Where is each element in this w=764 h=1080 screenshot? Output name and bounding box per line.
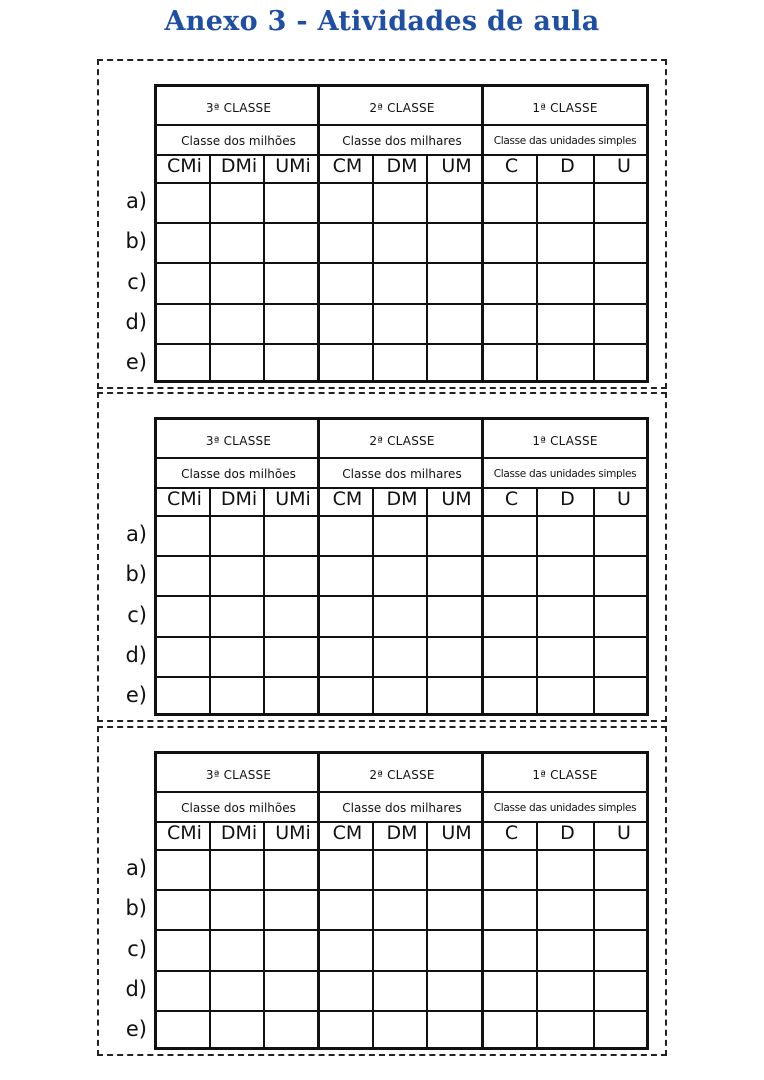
grid-line-vertical	[481, 754, 484, 1047]
class-subgroup-label: Classe dos milhares	[342, 801, 462, 815]
grid-line-horizontal	[157, 595, 646, 597]
place-value-table	[154, 417, 649, 716]
place-value-column-header: DM	[386, 822, 418, 844]
place-value-column-header: CM	[332, 488, 363, 510]
row-label: d)	[125, 310, 147, 334]
grid-line-horizontal	[157, 555, 646, 557]
place-value-column-header: UM	[441, 822, 472, 844]
place-value-column-header: DMi	[220, 488, 258, 510]
place-value-column-header: UMi	[275, 155, 311, 177]
grid-line-vertical	[593, 487, 595, 713]
place-value-column-header: DM	[386, 488, 418, 510]
row-label: d)	[125, 977, 147, 1001]
grid-line-vertical	[426, 487, 428, 713]
grid-line-vertical	[536, 154, 538, 380]
worksheet-section	[97, 59, 667, 389]
grid-line-horizontal	[157, 154, 646, 156]
place-value-column-header: UMi	[275, 488, 311, 510]
class-group-label: 2ª CLASSE	[369, 768, 435, 782]
row-label: c)	[127, 602, 147, 627]
class-subgroup-label: Classe dos milhões	[181, 801, 296, 815]
grid-line-horizontal	[157, 124, 646, 126]
place-value-column-header: U	[617, 822, 631, 844]
grid-line-vertical	[426, 154, 428, 380]
grid-line-vertical	[593, 154, 595, 380]
grid-line-horizontal	[157, 1010, 646, 1012]
row-label: c)	[127, 269, 147, 294]
row-label: a)	[125, 856, 147, 880]
grid-line-horizontal	[157, 222, 646, 224]
grid-line-horizontal	[157, 343, 646, 345]
grid-line-vertical	[426, 821, 428, 1047]
page-title: Anexo 3 - Atividades de aula	[164, 6, 600, 37]
class-subgroup-label: Classe dos milhares	[342, 134, 462, 148]
place-value-column-header: CMi	[167, 155, 202, 177]
grid-line-vertical	[593, 821, 595, 1047]
place-value-column-header: U	[617, 155, 631, 177]
class-group-label: 2ª CLASSE	[369, 434, 435, 448]
row-label: c)	[127, 936, 147, 961]
row-label: e)	[125, 350, 147, 374]
place-value-table	[154, 84, 649, 383]
grid-line-horizontal	[157, 487, 646, 489]
place-value-column-header: U	[617, 488, 631, 510]
class-group-label: 1ª CLASSE	[532, 768, 598, 782]
class-group-label: 1ª CLASSE	[532, 434, 598, 448]
grid-line-horizontal	[157, 821, 646, 823]
grid-line-vertical	[372, 821, 374, 1047]
grid-line-vertical	[209, 821, 211, 1047]
grid-line-vertical	[481, 420, 484, 713]
grid-line-vertical	[536, 487, 538, 713]
row-label: a)	[125, 189, 147, 213]
grid-line-horizontal	[157, 515, 646, 517]
grid-line-horizontal	[157, 849, 646, 851]
worksheet-section	[97, 392, 667, 722]
class-subgroup-label: Classe dos milhões	[181, 467, 296, 481]
place-value-column-header: CM	[332, 155, 363, 177]
class-group-label: 3ª CLASSE	[205, 768, 272, 782]
grid-line-horizontal	[157, 182, 646, 184]
place-value-column-header: DM	[386, 155, 418, 177]
place-value-column-header: CMi	[167, 822, 202, 844]
place-value-column-header: DMi	[220, 822, 258, 844]
grid-line-vertical	[263, 154, 265, 380]
grid-line-vertical	[481, 87, 484, 380]
row-label: b)	[125, 229, 147, 253]
grid-line-vertical	[317, 420, 320, 713]
row-label: b)	[125, 896, 147, 920]
place-value-column-header: D	[560, 155, 575, 177]
grid-line-vertical	[263, 821, 265, 1047]
class-subgroup-label: Classe dos milhares	[342, 467, 462, 481]
place-value-column-header: UMi	[275, 822, 311, 844]
grid-line-horizontal	[157, 676, 646, 678]
grid-line-vertical	[263, 487, 265, 713]
grid-line-horizontal	[157, 457, 646, 459]
class-subgroup-label: Classe das unidades simples	[493, 135, 637, 147]
row-label: a)	[125, 522, 147, 546]
row-label: e)	[125, 1017, 147, 1041]
grid-line-horizontal	[157, 929, 646, 931]
class-subgroup-label: Classe das unidades simples	[493, 468, 637, 480]
grid-line-horizontal	[157, 303, 646, 305]
grid-line-vertical	[317, 754, 320, 1047]
class-subgroup-label: Classe das unidades simples	[493, 802, 637, 814]
grid-line-vertical	[209, 487, 211, 713]
place-value-column-header: C	[504, 822, 519, 844]
place-value-column-header: CM	[332, 822, 363, 844]
class-group-label: 3ª CLASSE	[205, 101, 272, 115]
row-label: d)	[125, 643, 147, 667]
grid-line-vertical	[209, 154, 211, 380]
place-value-column-header: UM	[441, 488, 472, 510]
grid-line-horizontal	[157, 889, 646, 891]
row-label: b)	[125, 562, 147, 586]
grid-line-vertical	[536, 821, 538, 1047]
class-subgroup-label: Classe dos milhões	[181, 134, 296, 148]
grid-line-vertical	[317, 87, 320, 380]
grid-line-horizontal	[157, 791, 646, 793]
worksheet-section	[97, 726, 667, 1056]
place-value-column-header: D	[560, 488, 575, 510]
place-value-column-header: C	[504, 155, 519, 177]
place-value-column-header: UM	[441, 155, 472, 177]
place-value-column-header: D	[560, 822, 575, 844]
row-label: e)	[125, 683, 147, 707]
class-group-label: 3ª CLASSE	[205, 434, 272, 448]
class-group-label: 1ª CLASSE	[532, 101, 598, 115]
place-value-table	[154, 751, 649, 1050]
place-value-column-header: DMi	[220, 155, 258, 177]
grid-line-horizontal	[157, 970, 646, 972]
place-value-column-header: C	[504, 488, 519, 510]
class-group-label: 2ª CLASSE	[369, 101, 435, 115]
grid-line-horizontal	[157, 636, 646, 638]
place-value-column-header: CMi	[167, 488, 202, 510]
grid-line-vertical	[372, 154, 374, 380]
grid-line-horizontal	[157, 262, 646, 264]
grid-line-vertical	[372, 487, 374, 713]
